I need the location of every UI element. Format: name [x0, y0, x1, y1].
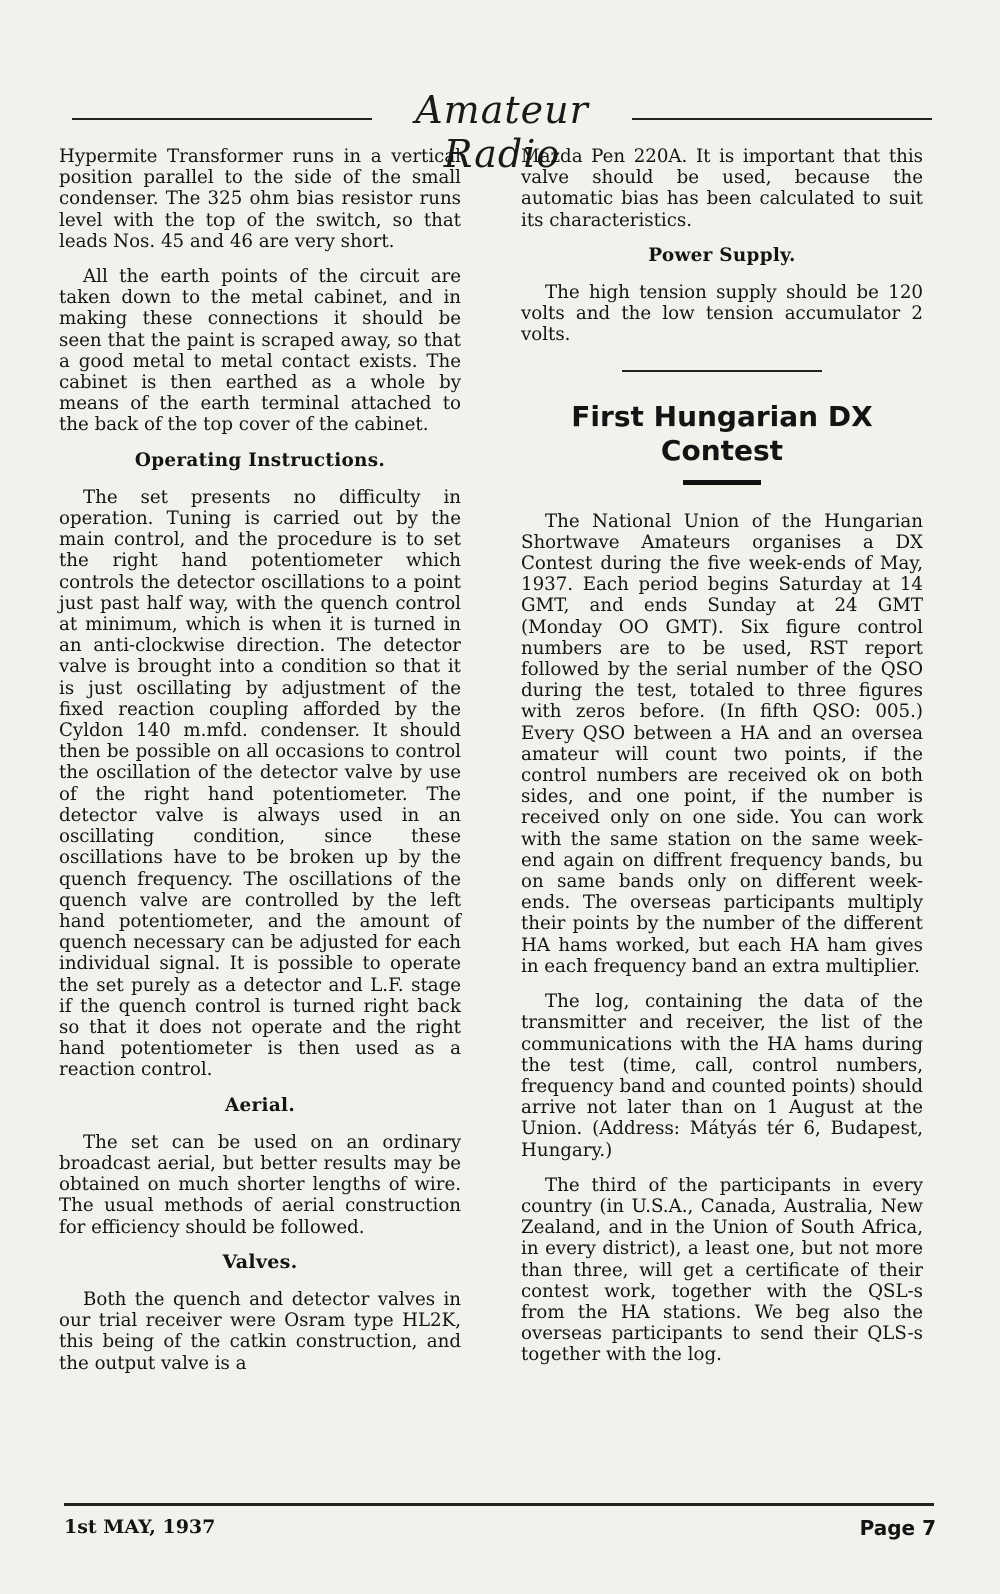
paragraph-transformer: Hypermite Transformer runs in a vertical position parallel to the side of the small condenser. The 325 ohm bias resistor runs level with the top of the switch, so that leads Nos. 45 and 46 are very short. [59, 146, 461, 252]
heading-operating-instructions: Operating Instructions. [134, 449, 386, 471]
masthead-title: Amateur Radio [415, 88, 589, 176]
masthead-rule-left [72, 118, 372, 120]
paragraph-power: The high tension supply should be 120 volts and the low tension accumulator 2 volts. [521, 282, 923, 346]
contest-title: First Hungarian DX Contest [571, 399, 873, 467]
paragraph-certificate: The third of the participants in every country (in U.S.A., Canada, Australia, New Zealand, and in the Union of South Africa, in every district), a least one, but not more than three, will get a certificate of their contest work, together with the QSL-s from the HA stations. We beg also the overseas participants to send their QLS-s together with the log. [521, 1174, 923, 1366]
issue-date: 1st MAY, 1937 [64, 1516, 216, 1538]
title-divider [683, 480, 761, 485]
paragraph-earth-points: All the earth points of the circuit are taken down to the metal cabinet, and in making these connections it should be seen that the paint is scraped away, so that a good metal to metal contact exists. The cabinet is then earthed as a whole by means of the earth terminal attached to the back of the top cover of the cabinet. [59, 266, 461, 436]
paragraph-aerial: The set can be used on an ordinary broadcast aerial, but better results may be obtained on much shorter lengths of wire. The usual methods of aerial construction for efficiency should be followed. [59, 1131, 461, 1238]
heading-power-supply: Power Supply. [648, 244, 796, 266]
right-column [521, 146, 923, 1380]
page-number: Page 7 [859, 1516, 936, 1540]
heading-valves: Valves. [222, 1250, 298, 1273]
left-column [59, 146, 461, 1388]
paragraph-mazda: Mazda Pen 220A. It is important that this valve should be used, because the automatic bias has been calculated to suit its characteristics. [521, 146, 923, 231]
masthead [72, 84, 932, 176]
heading-aerial: Aerial. [224, 1094, 296, 1116]
footer-rule [64, 1503, 934, 1506]
paragraph-valves: Both the quench and detector valves in our trial receiver were Osram type HL2K, this being of the catkin construction, and the output valve is a [59, 1288, 461, 1374]
paragraph-log: The log, containing the data of the transmitter and receiver, the list of the communications with the HA hams during the test (time, call, control numbers, frequency band and counted points) should arrive not later than on 1 August at the Union. (Address: Mátyás tér 6, Budapest, Hungary.) [521, 991, 923, 1161]
paragraph-operating: The set presents no difficulty in operation. Tuning is carried out by the main control, and the procedure is to set the right hand potentiometer which controls the detector oscillations to a point just past half way, with the quench control at minimum, which is when it is turned in an anti-clockwise direction. The detector valve is brought into a condition so that it is just oscillating by adjustment of the fixed reaction coupling afforded by the Cyldon 140 m.mfd. condenser. It should then be possible on all occasions to control the oscillation of the detector valve by use of the right hand potentiometer. The detector valve is always used in an oscillating condition, since these oscillations have to be broken up by the quench frequency. The oscillations of the quench valve are controlled by the left hand potentiometer, and the amount of quench necessary can be adjusted for each individual signal. It is possible to operate the set purely as a detector and L.F. stage if the quench control is turned right back so that it does not operate and the right hand potentiometer is then used as a reaction control. [59, 486, 461, 1081]
masthead-rule-right [632, 118, 932, 120]
paragraph-contest-rules: The National Union of the Hungarian Shortwave Amateurs organises a DX Contest during the five week-ends of May, 1937. Each period begins Saturday at 14 GMT, and ends Sunday at 24 GMT (Monday OO GMT). Six figure control numbers are to be used, RST report followed by the serial number of the QSO during the test, totaled to three figures with zeros before. (In fifth QSO: 005.) Every QSO between a HA and an oversea amateur will count two points, if the control numbers are received ok on both sides, and one point, if the number is received only on one side. You can work with the same station on the same week-end again on diffrent frequency bands, bu on same bands only on different week-ends. The overseas participants multiply their points by the number of the different HA hams worked, but each HA ham gives in each frequency band an extra multiplier. [521, 510, 923, 977]
section-divider [622, 370, 822, 372]
